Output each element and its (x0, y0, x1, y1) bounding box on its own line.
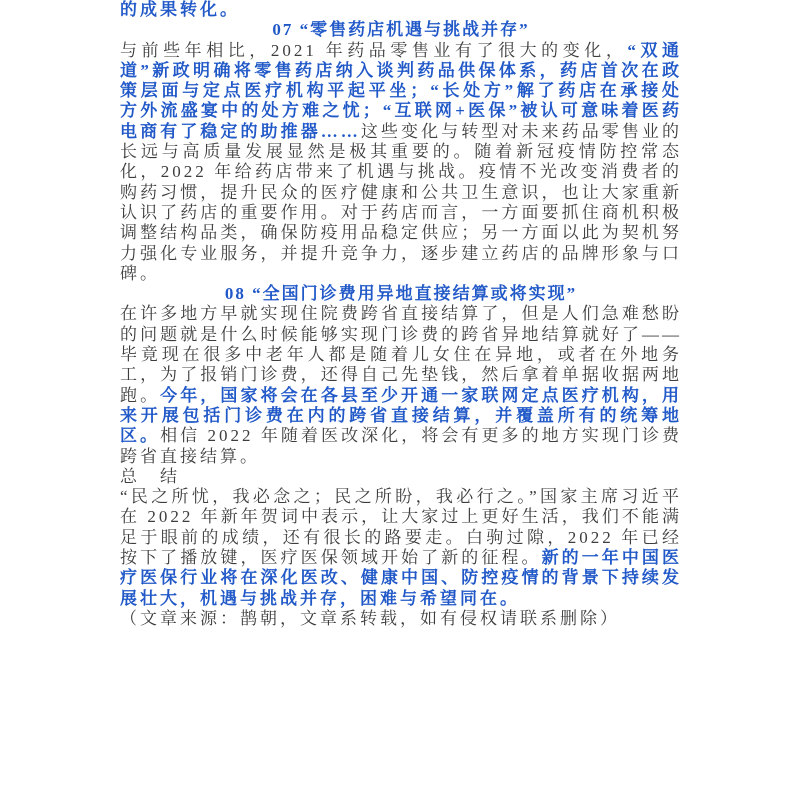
text-segment-normal: 在许多地方早就实现住院费跨省直接结算了，但是人们急难愁盼的问题就是什么时候能够实现门诊费的跨省异地结算就好了——毕竟现在很多中老年人都是随着儿女住在异地，或者在外地务工，为了报销门诊费，还得自己先垫钱，然后拿着单据收据两地跑。 (120, 304, 682, 405)
text-segment-normal: “民之所忧，我必念之；民之所盼，我必行之。”国家主席习近平在 2022 年新年贺词中表示，让大家过上更好生活，我们不能满足于眼前的成绩，还有很长的路要走。白驹过隙，2022 年已经按下了播放键，医疗医保领域开始了新的征程。 (120, 487, 682, 568)
text-segment-highlight: 今年，国家将会在各县至少开通一家联网定点医疗机构，用来开展包括门诊费在内的跨省直接结算，并覆盖所有的统筹地区。 (120, 385, 683, 446)
summary-label: 总 结 (120, 466, 180, 486)
section-08-heading: 08 “全国门诊费用异地直接结算或将实现” (224, 284, 578, 304)
section-08-paragraph (120, 304, 682, 466)
source-note: （文章来源：鹊朝，文章系转载，如有侵权请联系删除） (120, 608, 620, 628)
section-07-paragraph (120, 41, 682, 285)
article-text-column (120, 0, 682, 629)
section-07-heading: 07 “零售药店机遇与挑战并存” (272, 20, 530, 40)
text-segment-normal: 与前些年相比，2021 年药品零售业有了很大的变化， (120, 40, 628, 60)
text-segment-highlight: 新的一年中国医疗医保行业将在深化医改、健康中国、防控疫情的背景下持续发展壮大，机遇与挑战并存，困难与希望同在。 (120, 548, 683, 608)
summary-paragraph (120, 487, 682, 609)
text-segment-normal: 相信 2022 年随着医改深化，将会有更多的地方实现门诊费跨省直接结算。 (120, 426, 683, 466)
text-segment-highlight: “双通道”新政明确将零售药店纳入谈判药品供保体系，药店首次在政策层面与定点医疗机构平起平坐；“长处方”解了药店在承接处方外流盛宴中的处方难之忧；“互联网+医保”被认可意味着医药电商有了稳定的助推器…… (120, 40, 683, 141)
text-segment-normal: 这些变化与转型对未来药品零售业的长远与高质量发展显然是极其重要的。随着新冠疫情防控常态化，2022 年给药店带来了机遇与挑战。疫情不光改变消费者的购药习惯，提升民众的医疗健康和公共卫生意识，也让大家重新认识了药店的重要作用。对于药店而言，一方面要抓住商机积极调整结构品类，确保防疫用品稳定供应；另一方面以此为契机努力强化专业服务，并提升竞争力，逐步建立药店的品牌形象与口碑。 (120, 121, 683, 283)
intro-carryover-line: 的成果转化。 (120, 0, 240, 19)
